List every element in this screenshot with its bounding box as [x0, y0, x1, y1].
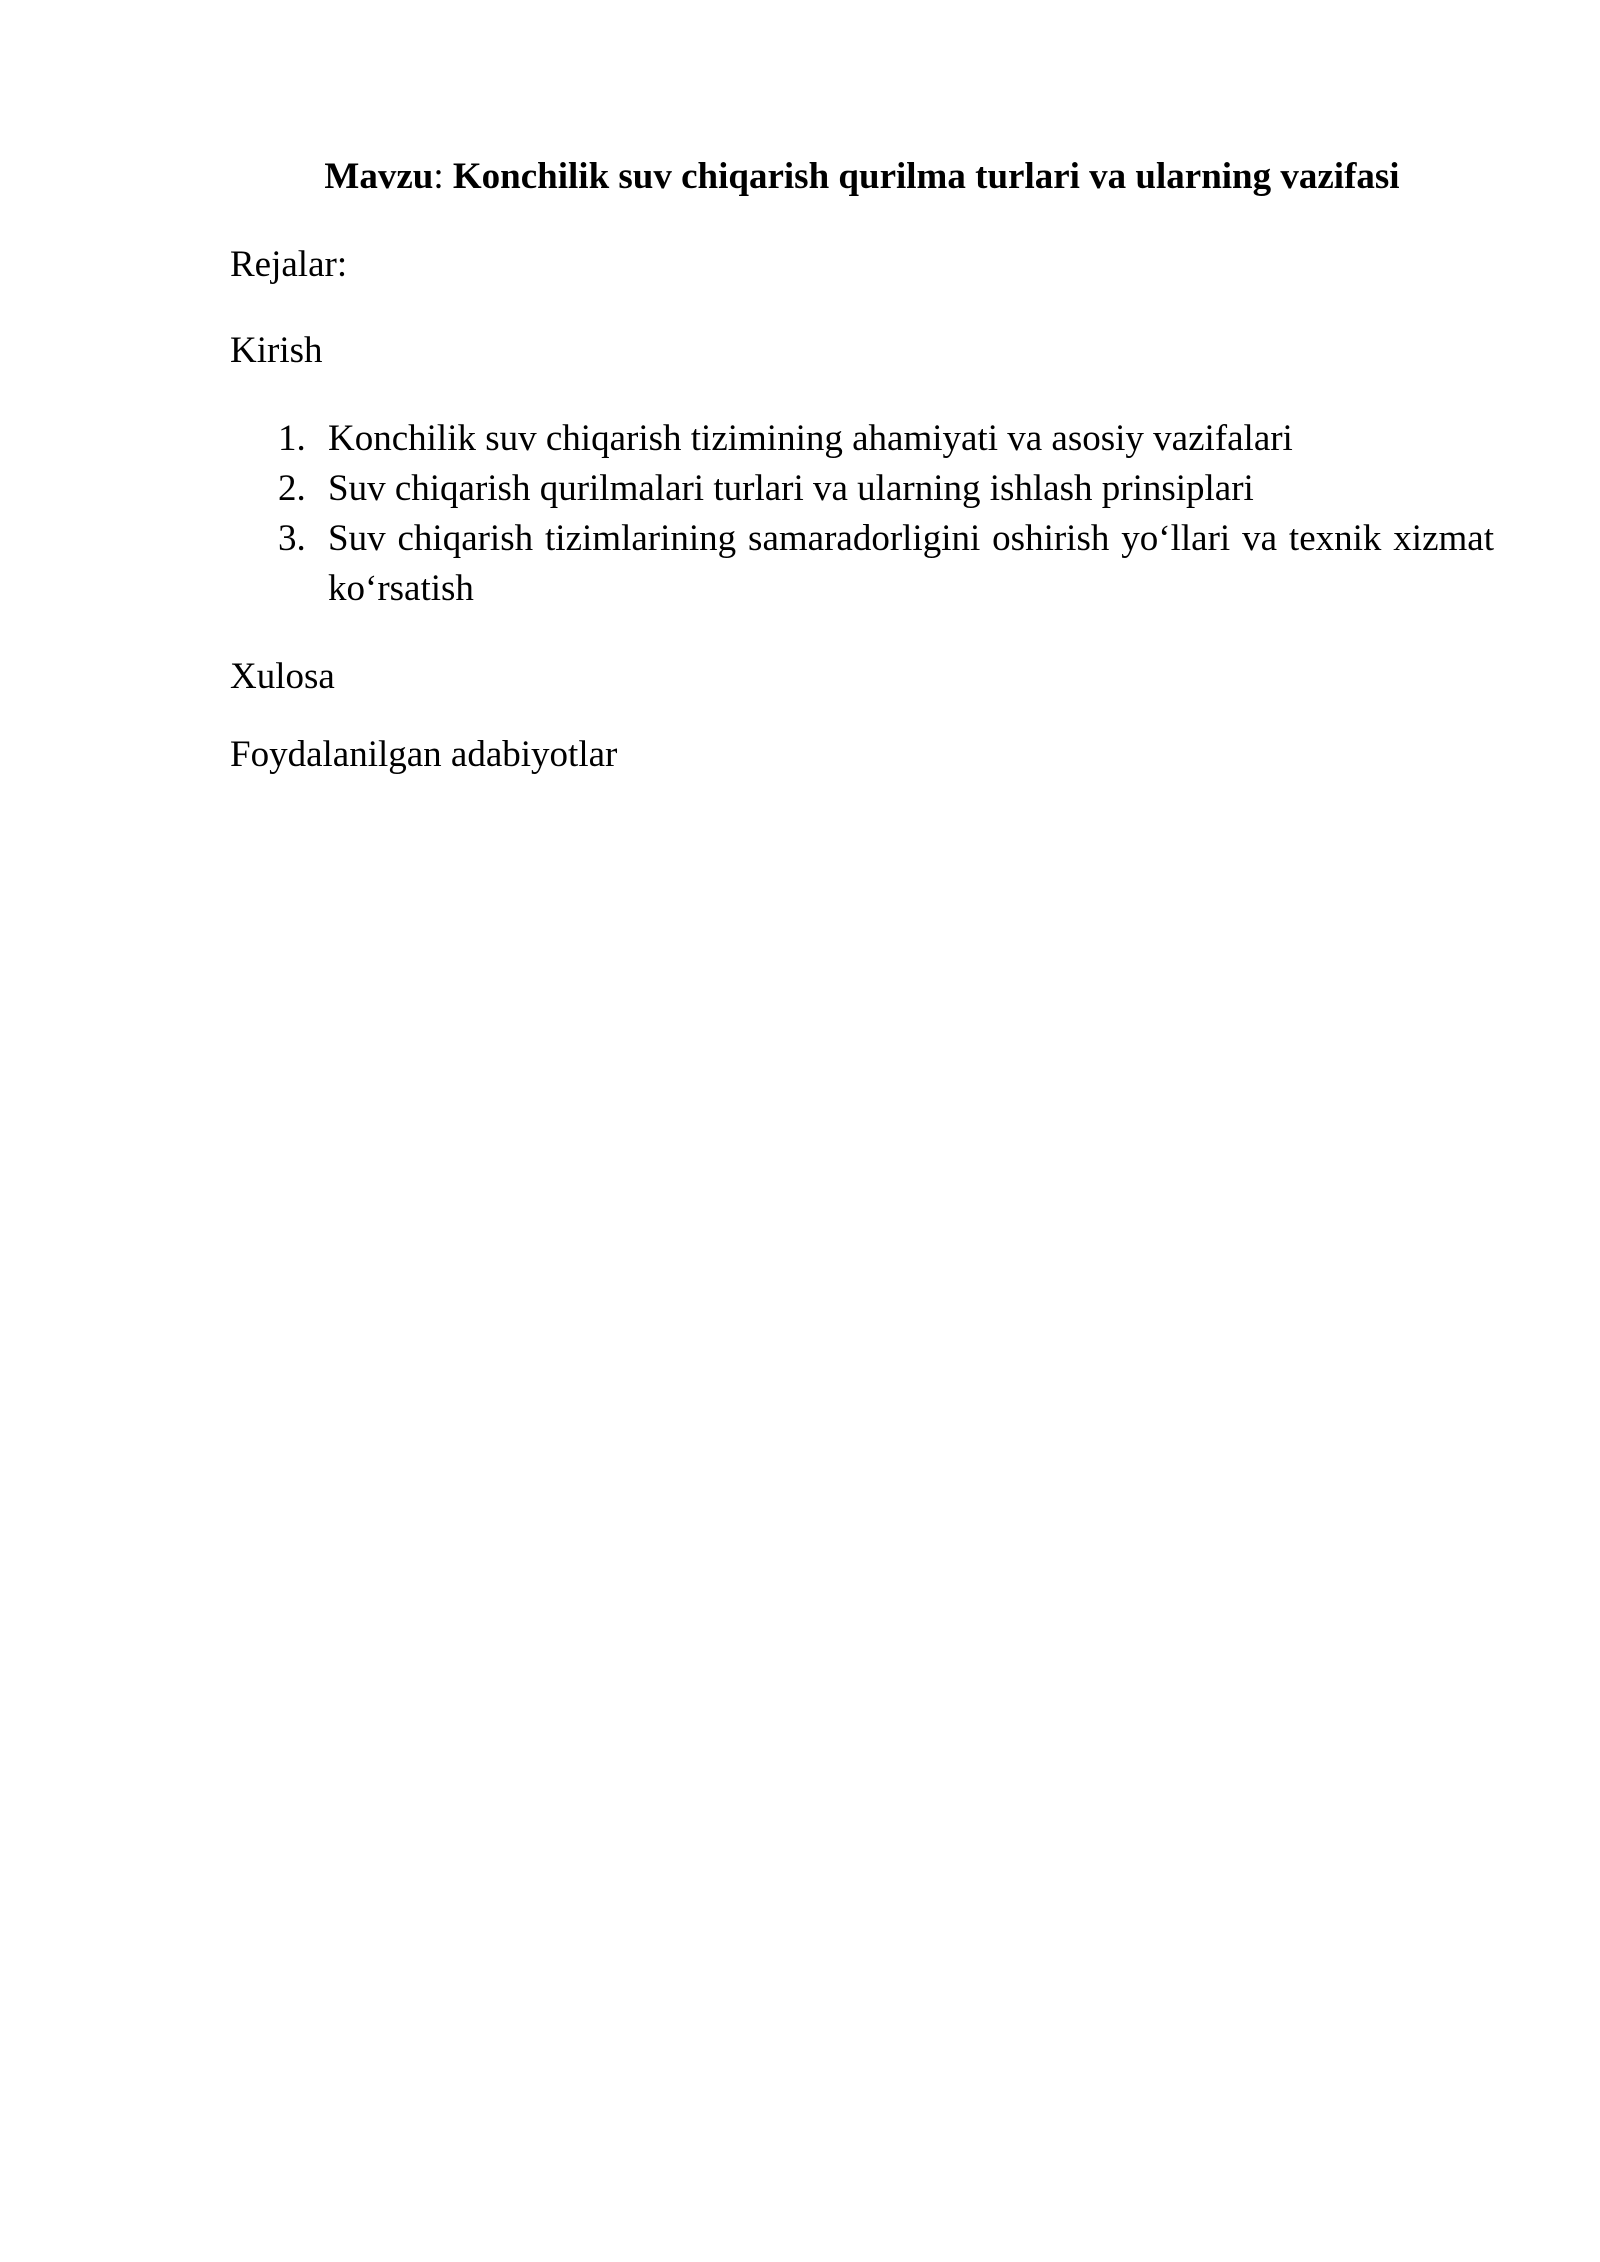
plan-list — [230, 414, 1494, 614]
references-heading: Foydalanilgan adabiyotlar — [230, 734, 618, 775]
title-text: Konchilik suv chiqarish qurilma turlari va ularning vazifasi — [452, 156, 1400, 197]
conclusion-heading: Xulosa — [230, 656, 335, 697]
list-item — [230, 414, 1494, 464]
list-item-number: 3. — [278, 518, 306, 559]
list-item-text: Konchilik suv chiqarish tizimining ahamiyati va asosiy vazifalari — [328, 418, 1293, 459]
page-title — [230, 150, 1494, 204]
list-item-text: Suv chiqarish tizimlarining samaradorligini oshirish yo‘llari va texnik xizmat ko‘rsatish — [328, 518, 1494, 609]
list-item-number: 2. — [278, 468, 306, 509]
intro-heading: Kirish — [230, 330, 323, 371]
list-item-number: 1. — [278, 418, 306, 459]
list-item — [230, 464, 1494, 514]
title-label: Mavzu — [324, 156, 434, 197]
list-item-text: Suv chiqarish qurilmalari turlari va ularning ishlash prinsiplari — [328, 468, 1254, 509]
title-colon: : — [433, 156, 444, 197]
plan-heading: Rejalar: — [230, 244, 348, 285]
list-item — [230, 514, 1494, 614]
